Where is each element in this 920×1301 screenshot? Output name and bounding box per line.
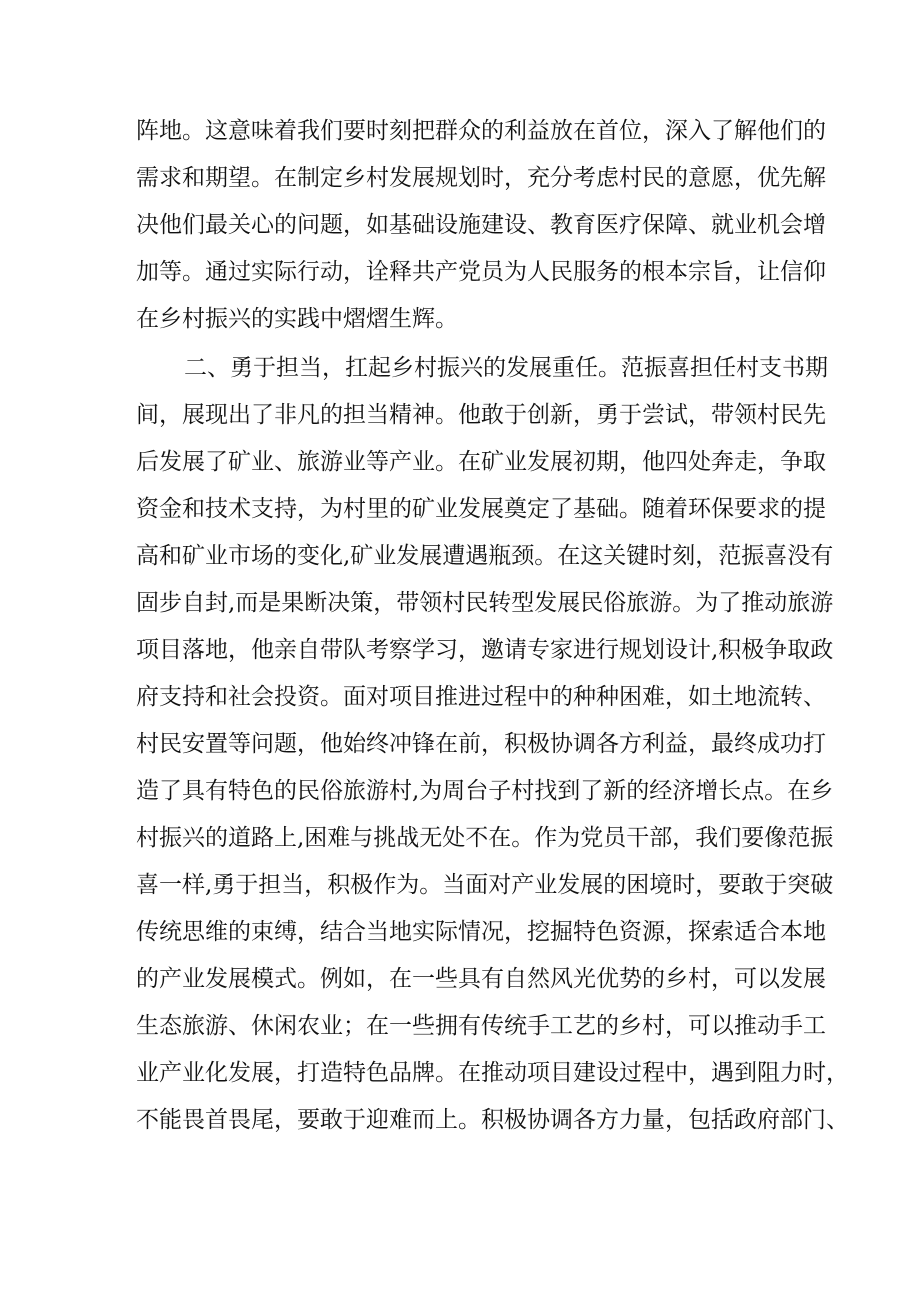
text-line: 喜一样,勇于担当，积极作为。当面对产业发展的困境时，要敢于突破: [136, 872, 834, 898]
text-line: 业产业化发展，打造特色品牌。在推动项目建设过程中，遇到阻力时，: [136, 1060, 849, 1086]
text-line: 造了具有特色的民俗旅游村,为周台子村找到了新的经济增长点。在乡: [136, 778, 834, 804]
text-line: 的产业发展模式。例如，在一些具有自然风光优势的乡村，可以发展: [136, 966, 826, 992]
text-line: 固步自封,而是果断决策，带领村民转型发展民俗旅游。为了推动旅游: [136, 590, 834, 616]
text-line: 需求和期望。在制定乡村发展规划时，充分考虑村民的意愿，优先解: [136, 165, 826, 191]
text-line: 不能畏首畏尾，要敢于迎难而上。积极协调各方力量，包括政府部门、: [136, 1107, 849, 1133]
text-line: 后发展了矿业、旅游业等产业。在矿业发展初期，他四处奔走，争取: [136, 449, 826, 475]
text-line: 生态旅游、休闲农业；在一些拥有传统手工艺的乡村，可以推动手工: [136, 1013, 826, 1039]
text-line: 高和矿业市场的变化,矿业发展遭遇瓶颈。在这关键时刻，范振喜没有: [136, 543, 834, 569]
paragraph-1: [136, 108, 826, 343]
text-line: 传统思维的束缚，结合当地实际情况，挖掘特色资源，探索适合本地: [136, 919, 826, 945]
text-line: 二、勇于担当，扛起乡村振兴的发展重任。范振喜担任村支书期: [184, 355, 828, 381]
paragraph-2: [136, 345, 849, 1144]
text-line: 资金和技术支持，为村里的矿业发展奠定了基础。随着环保要求的提: [136, 496, 826, 522]
document-body: [136, 108, 849, 1144]
text-line: 村民安置等问题，他始终冲锋在前，积极协调各方利益，最终成功打: [136, 731, 826, 757]
text-line: 加等。通过实际行动，诠释共产党员为人民服务的根本宗旨，让信仰: [136, 259, 826, 285]
text-line: 决他们最关心的问题，如基础设施建设、教育医疗保障、就业机会增: [136, 212, 826, 238]
text-line: 在乡村振兴的实践中熠熠生辉。: [136, 306, 458, 332]
text-line: 间，展现出了非凡的担当精神。他敢于创新，勇于尝试，带领村民先: [136, 402, 826, 428]
text-line: 项目落地，他亲自带队考察学习，邀请专家进行规划设计,积极争取政: [136, 637, 834, 663]
text-line: 阵地。这意味着我们要时刻把群众的利益放在首位，深入了解他们的: [136, 118, 826, 144]
text-line: 府支持和社会投资。面对项目推进过程中的种种困难，如土地流转、: [136, 684, 826, 710]
text-line: 村振兴的道路上,困难与挑战无处不在。作为党员干部，我们要像范振: [136, 825, 834, 851]
